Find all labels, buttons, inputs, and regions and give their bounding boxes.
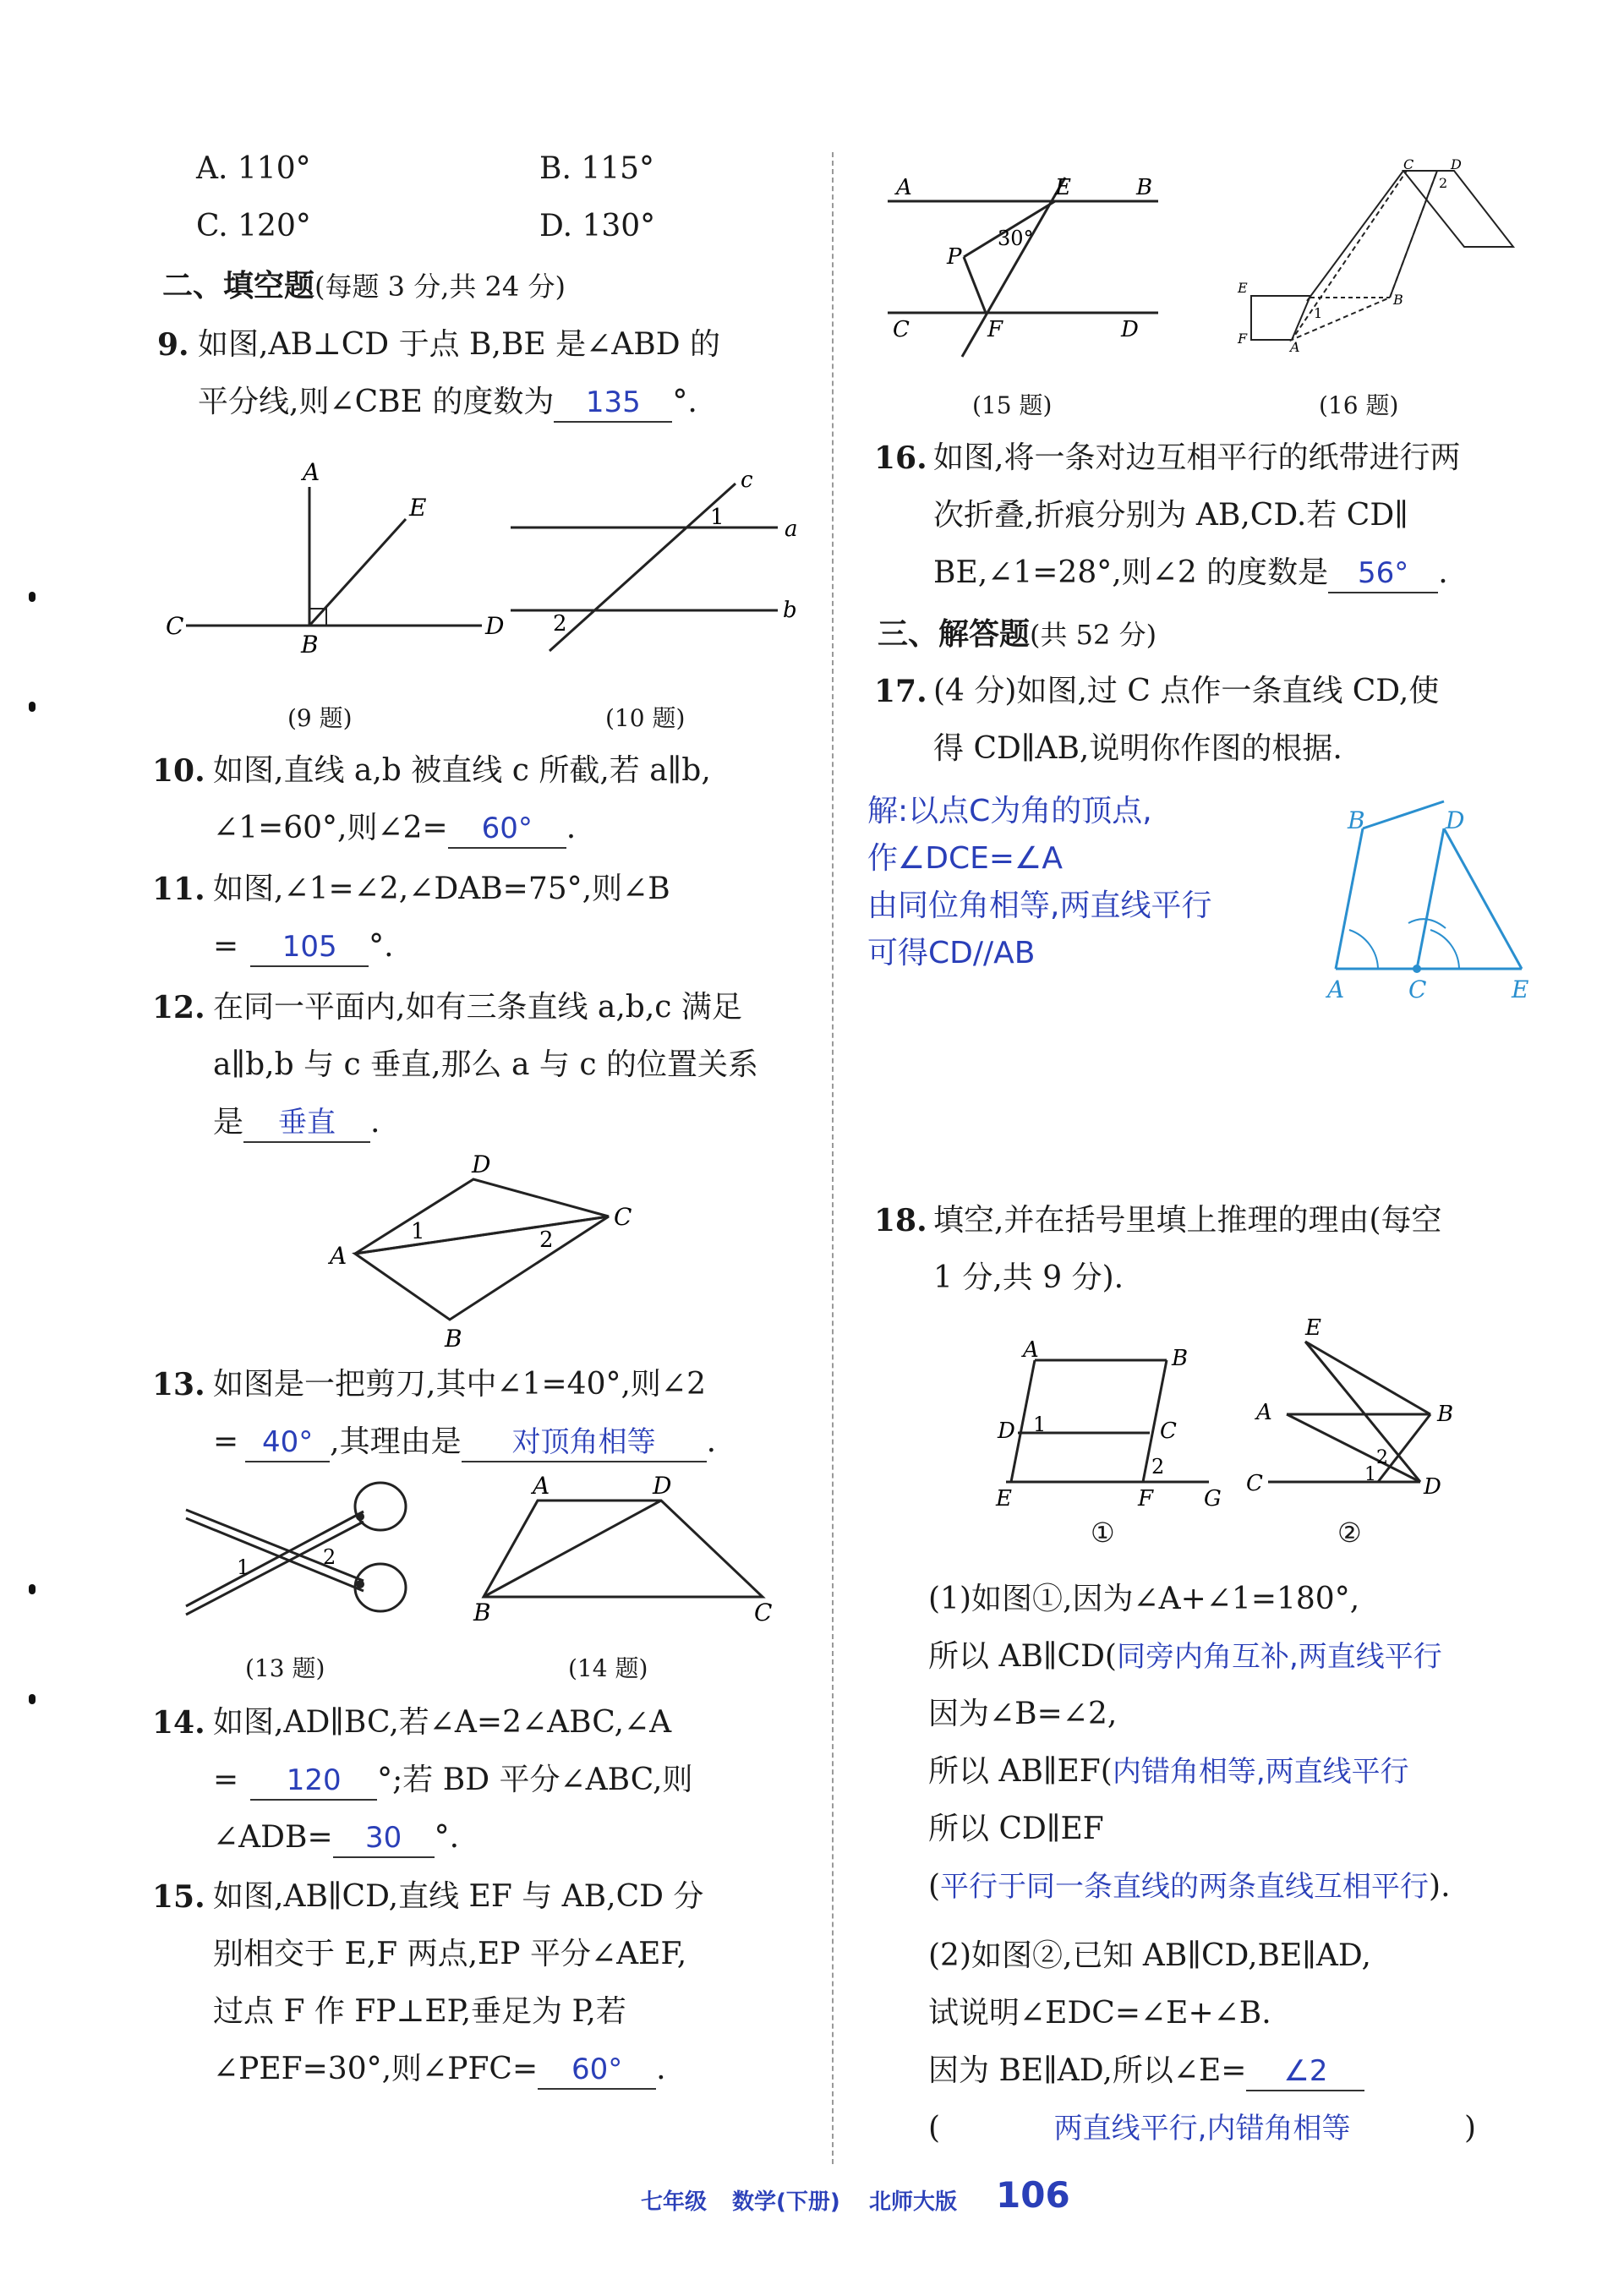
q17-line1: (4 分)如图,过 C 点作一条直线 CD,使	[933, 674, 1440, 708]
label-c: C	[166, 612, 184, 640]
q18-p1-line6-close: ).	[1429, 1869, 1451, 1904]
q9-line2-text: 平分线,则∠CBE 的度数为	[198, 385, 555, 419]
margin-dot	[29, 702, 36, 712]
label-f: F	[1238, 331, 1248, 347]
trapezoid-abcd	[484, 1501, 763, 1597]
line-ab	[1336, 828, 1363, 969]
line-c	[550, 484, 735, 651]
label-d: D	[1446, 806, 1465, 834]
q18-reason-2: 内错角相等,两直线平行	[1112, 1755, 1409, 1789]
angle-1-label: 1	[411, 1219, 425, 1244]
label-f: F	[987, 317, 1003, 342]
q17-line2: 得 CD∥AB,说明你作图的根据.	[933, 731, 1342, 766]
q14-number: 14.	[152, 1705, 205, 1741]
q9-line2	[198, 384, 697, 423]
q18-number: 18.	[874, 1203, 927, 1238]
q13-line2	[213, 1424, 716, 1462]
column-divider	[832, 152, 834, 2164]
q14-line2-text: °;若 BD 平分∠ABC,则	[377, 1763, 693, 1797]
q16-answer: 56°	[1328, 555, 1438, 593]
q18-reason-1: 同旁内角互补,两直线平行	[1116, 1640, 1442, 1674]
q11-end: °.	[369, 929, 394, 964]
margin-dot	[29, 1694, 36, 1704]
q17-number: 17.	[874, 674, 927, 709]
line-be	[309, 519, 406, 626]
q16-line1: 如图,将一条对边互相平行的纸带进行两	[933, 440, 1461, 475]
figure-15-caption: (15 题)	[972, 391, 1053, 419]
triangle-abc	[355, 1216, 609, 1320]
q17-solution-line1: 解:以点C为角的顶点,	[867, 794, 1152, 828]
label-b: B	[1437, 1402, 1454, 1427]
q18-p2-line4-open: (	[928, 2111, 941, 2146]
label-c: C	[1246, 1471, 1263, 1496]
label-a: A	[1327, 976, 1345, 1003]
figure-18-1-caption: ①	[1091, 1517, 1115, 1549]
arc-c	[1430, 930, 1459, 969]
figure-17	[1319, 795, 1539, 1006]
q18-p2-line4-close: )	[1464, 2111, 1477, 2146]
angle-2-label: 2	[553, 611, 567, 637]
label-a: A	[1290, 339, 1300, 355]
q8-option-c: C. 120°	[196, 209, 311, 243]
q10-line2	[213, 810, 576, 849]
q16-line3-text: BE,∠1=28°,则∠2 的度数是	[933, 555, 1329, 590]
q12-end: .	[370, 1105, 380, 1140]
figure-13-caption: (13 题)	[245, 1654, 325, 1682]
q15-number: 15.	[152, 1879, 205, 1915]
q13-answer-2: 对顶角相等	[462, 1424, 707, 1462]
section-3-title: 三、解答题	[878, 616, 1031, 652]
line-de	[1444, 828, 1522, 969]
q14-line3-text: ∠ADB=	[213, 1820, 333, 1855]
angle-2-label: 2	[323, 1545, 336, 1569]
figure-14-caption: (14 题)	[568, 1654, 648, 1682]
figure-10	[499, 465, 820, 659]
q12-line1: 在同一平面内,如有三条直线 a,b,c 满足	[213, 990, 742, 1025]
label-a: A	[1256, 1400, 1272, 1425]
q10-answer: 60°	[448, 810, 566, 849]
q15-line3: 过点 F 作 FP⊥EP,垂足为 P,若	[213, 1994, 626, 2029]
q18-p1-line2	[928, 1638, 1442, 1675]
q16-end: .	[1438, 555, 1448, 590]
figure-18-2	[1243, 1315, 1479, 1509]
label-d: D	[653, 1475, 672, 1500]
q17-solution-line4: 可得CD//AB	[867, 936, 1036, 970]
label-e: E	[1305, 1315, 1321, 1341]
page-number: 106	[996, 2174, 1070, 2216]
label-c: C	[1403, 156, 1414, 172]
margin-dot	[29, 592, 36, 602]
section-2-note: (每题 3 分,共 24 分)	[314, 271, 566, 303]
label-e: E	[1238, 280, 1248, 296]
q14-answer-1: 120	[250, 1762, 377, 1801]
line-bd	[1363, 801, 1444, 828]
q9-line1: 如图,AB⊥CD 于点 B,BE 是∠ABD 的	[198, 327, 721, 362]
figure-11	[321, 1154, 642, 1348]
q15-line1: 如图,AB∥CD,直线 EF 与 AB,CD 分	[213, 1879, 704, 1914]
q18-p1-line5: 所以 CD∥EF	[928, 1812, 1104, 1846]
label-b: B	[1393, 292, 1403, 308]
q10-line2-text: ∠1=60°,则∠2=	[213, 811, 448, 845]
label-d: D	[1121, 317, 1139, 342]
q15-answer: 60°	[538, 2051, 656, 2090]
label-a: a	[785, 517, 798, 542]
q15-end: .	[656, 2052, 666, 2086]
figure-18-2-caption: ②	[1337, 1517, 1362, 1549]
q18-p2-line4	[928, 2110, 1476, 2147]
q14-line2	[213, 1762, 693, 1801]
label-e: E	[1512, 976, 1529, 1003]
section-3-heading	[878, 615, 1156, 653]
label-b: B	[445, 1325, 462, 1348]
figure-13-scissors	[178, 1481, 431, 1625]
q8-option-d: D. 130°	[539, 209, 656, 243]
q10-line1: 如图,直线 a,b 被直线 c 所截,若 a∥b,	[213, 753, 711, 788]
blade-upper-edge	[186, 1510, 364, 1581]
angle-1-label: 1	[1364, 1464, 1376, 1485]
q18-reason-4: 两直线平行,内错角相等	[1053, 2112, 1351, 2146]
label-a: A	[896, 175, 912, 200]
q18-p2-line1: (2)如图②,已知 AB∥CD,BE∥AD,	[928, 1938, 1371, 1973]
margin-dot	[29, 1584, 36, 1594]
q11-line2-text: =	[213, 929, 239, 964]
q14-line1: 如图,AD∥BC,若∠A=2∠ABC,∠A	[213, 1705, 672, 1740]
line-ad	[1287, 1414, 1420, 1482]
q15-line4	[213, 2051, 666, 2090]
label-e: E	[996, 1486, 1012, 1509]
angle-2-label: 2	[1376, 1447, 1388, 1468]
figure-9-caption: (9 题)	[287, 704, 353, 732]
q14-answer-2: 30	[333, 1819, 435, 1858]
q18-p1-line2-text: 所以 AB∥CD(	[928, 1639, 1117, 1674]
label-d: D	[485, 612, 505, 640]
q17-solution-line3: 由同位角相等,两直线平行	[867, 888, 1212, 923]
line-fp	[964, 257, 986, 313]
q12-number: 12.	[152, 990, 205, 1025]
blade-lower-edge-2	[186, 1522, 364, 1615]
label-c: C	[614, 1203, 632, 1231]
figure-18-1	[981, 1331, 1234, 1509]
label-a: A	[303, 458, 320, 486]
q12-line3	[213, 1104, 380, 1143]
q16-line2: 次折叠,折痕分别为 AB,CD.若 CD∥	[933, 498, 1408, 533]
strip-edge	[1307, 171, 1403, 301]
label-c: C	[893, 317, 910, 342]
q18-p2-line3	[928, 2053, 1364, 2091]
handle-upper	[355, 1483, 406, 1530]
q18-p1-line4	[928, 1753, 1409, 1790]
q13-answer-1: 40°	[245, 1424, 330, 1462]
q14-line2-eq: =	[213, 1763, 239, 1797]
angle-1-label: 1	[710, 505, 725, 530]
angle-1-label: 1	[237, 1555, 250, 1579]
q18-p1-line1: (1)如图①,因为∠A+∠1=180°,	[928, 1582, 1360, 1616]
q17-solution-line2: 作∠DCE=∠A	[867, 841, 1063, 876]
q16-number: 16.	[874, 440, 927, 476]
q13-line1: 如图是一把剪刀,其中∠1=40°,则∠2	[213, 1367, 706, 1402]
q18-p1-line6-open: (	[928, 1869, 941, 1904]
q14-line3	[213, 1819, 459, 1858]
line-cd	[1417, 828, 1444, 969]
q9-answer: 135	[554, 384, 672, 423]
label-e: E	[409, 494, 427, 522]
q15-line2: 别相交于 E,F 两点,EP 平分∠AEF,	[213, 1937, 687, 1971]
blade-upper-edge-2	[186, 1518, 364, 1591]
label-c: C	[1160, 1419, 1177, 1444]
figure-9	[161, 456, 516, 659]
q18-p1-line3: 因为∠B=∠2,	[928, 1697, 1118, 1731]
figure-14	[465, 1475, 786, 1627]
label-b: B	[1136, 175, 1153, 200]
q11-number: 11.	[152, 872, 205, 907]
q18-p2-line3-text: 因为 BE∥AD,所以∠E=	[928, 2053, 1247, 2088]
q13-line2-eq: =	[213, 1424, 239, 1459]
label-b: B	[301, 631, 319, 659]
pivot-dot	[356, 1512, 364, 1521]
angle-1-label: 1	[1033, 1413, 1047, 1436]
q18-line1: 填空,并在括号里填上推理的理由(每空	[933, 1203, 1442, 1238]
q13-line2-reason: ,其理由是	[330, 1424, 462, 1459]
footer-subject: 数学(下册)	[732, 2189, 840, 2215]
q18-line2: 1 分,共 9 分).	[933, 1260, 1124, 1295]
q8-option-b: B. 115°	[539, 151, 655, 186]
label-g: G	[1204, 1486, 1222, 1509]
q16-line3	[933, 555, 1448, 593]
strip-base	[1251, 296, 1310, 340]
label-d: D	[998, 1419, 1015, 1444]
label-b: B	[473, 1599, 491, 1626]
footer-grade: 七年级	[641, 2189, 708, 2215]
q11-answer: 105	[250, 928, 369, 967]
q11-line2	[213, 928, 394, 967]
q18-p1-line4-text: 所以 AB∥EF(	[928, 1754, 1113, 1789]
strip-edge	[1390, 171, 1437, 298]
label-a: A	[1023, 1337, 1039, 1363]
strip-end	[1403, 171, 1513, 247]
q9-end: °.	[672, 385, 697, 419]
q18-p1-line6	[928, 1868, 1451, 1905]
footer-edition: 北师大版	[869, 2189, 958, 2215]
q13-end: .	[706, 1424, 717, 1459]
q13-number: 13.	[152, 1367, 205, 1402]
angle-30-label: 30°	[998, 227, 1034, 250]
angle-1-label: 1	[1314, 305, 1323, 321]
line-eb	[1305, 1342, 1430, 1414]
label-b: B	[1348, 806, 1365, 834]
label-a: A	[533, 1475, 550, 1500]
q9-number: 9.	[157, 327, 189, 363]
pivot-dot	[356, 1580, 364, 1588]
q10-end: .	[566, 811, 577, 845]
figure-10-caption: (10 题)	[605, 704, 686, 732]
section-3-note: (共 52 分)	[1030, 619, 1157, 651]
q18-p2-line2: 试说明∠EDC=∠E+∠B.	[928, 1996, 1271, 2031]
label-d: D	[472, 1154, 491, 1178]
label-b: B	[1172, 1346, 1189, 1371]
q12-answer: 垂直	[243, 1104, 370, 1143]
blade-lower-edge	[186, 1511, 364, 1606]
q18-answer-angle: ∠2	[1246, 2053, 1364, 2091]
q18-reason-3: 平行于同一条直线的两条直线互相平行	[940, 1870, 1430, 1904]
section-2-heading	[162, 267, 566, 305]
label-a: A	[330, 1242, 347, 1270]
label-e: E	[1055, 175, 1071, 200]
arc-a	[1349, 930, 1378, 969]
angle-2-label: 2	[1151, 1455, 1165, 1479]
label-c: C	[1408, 976, 1427, 1003]
q10-number: 10.	[152, 753, 205, 789]
label-c: c	[741, 467, 753, 493]
angle-2-label: 2	[539, 1227, 554, 1253]
q15-line4-text: ∠PEF=30°,则∠PFC=	[213, 2052, 539, 2086]
label-f: F	[1138, 1486, 1154, 1509]
line-ed	[1305, 1342, 1420, 1482]
q12-line2: a∥b,b 与 c 垂直,那么 a 与 c 的位置关系	[213, 1047, 758, 1082]
figure-16-caption: (16 题)	[1319, 391, 1399, 419]
point-c	[1413, 965, 1421, 973]
figure-16	[1217, 152, 1539, 364]
label-d: D	[1451, 156, 1462, 172]
label-b: b	[783, 598, 797, 623]
angle-2-label: 2	[1439, 175, 1448, 191]
q12-line3-text: 是	[213, 1105, 244, 1140]
figure-15	[879, 169, 1167, 372]
label-d: D	[1424, 1474, 1441, 1500]
q8-option-a: A. 110°	[196, 151, 311, 186]
label-c: C	[754, 1599, 773, 1626]
section-2-title: 二、填空题	[162, 268, 315, 303]
q14-end: °.	[434, 1820, 460, 1855]
label-p: P	[947, 244, 962, 270]
q11-line1: 如图,∠1=∠2,∠DAB=75°,则∠B	[213, 872, 670, 906]
